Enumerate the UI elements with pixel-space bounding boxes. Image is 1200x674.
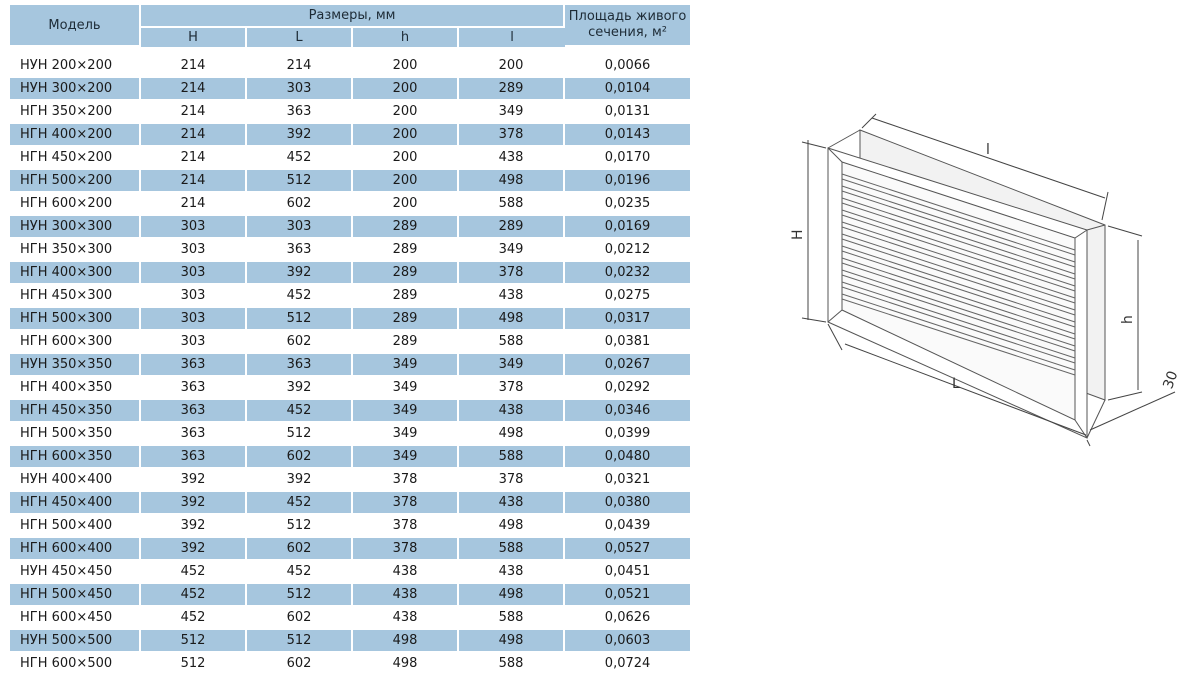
cell-h: 438	[353, 605, 459, 628]
cell-h: 289	[353, 283, 459, 306]
cell-model: НУН 200×200	[10, 47, 141, 76]
cell-area: 0,0131	[565, 99, 690, 122]
cell-H: 452	[141, 605, 247, 628]
table-row	[10, 99, 690, 122]
cell-h: 200	[353, 47, 459, 76]
table-row	[10, 191, 690, 214]
cell-l: 498	[459, 421, 565, 444]
cell-L: 452	[247, 559, 353, 582]
cell-area: 0,0235	[565, 191, 690, 214]
cell-model: НГН 600×400	[10, 536, 141, 559]
cell-h: 349	[353, 444, 459, 467]
cell-h: 289	[353, 214, 459, 237]
table-row	[10, 352, 690, 375]
cell-H: 303	[141, 237, 247, 260]
cell-l: 349	[459, 99, 565, 122]
table-row	[10, 145, 690, 168]
cell-model: НГН 450×350	[10, 398, 141, 421]
cell-area: 0,0626	[565, 605, 690, 628]
cell-L: 452	[247, 283, 353, 306]
table-row	[10, 651, 690, 674]
cell-model: НГН 450×200	[10, 145, 141, 168]
cell-area: 0,0724	[565, 651, 690, 674]
cell-model: НУН 300×200	[10, 76, 141, 99]
cell-l: 438	[459, 283, 565, 306]
cell-l: 438	[459, 559, 565, 582]
cell-model: НГН 500×350	[10, 421, 141, 444]
cell-L: 602	[247, 444, 353, 467]
cell-H: 392	[141, 467, 247, 490]
header-col-h: h	[353, 28, 459, 47]
cell-area: 0,0196	[565, 168, 690, 191]
cell-h: 378	[353, 467, 459, 490]
cell-H: 303	[141, 329, 247, 352]
cell-H: 303	[141, 260, 247, 283]
table-row	[10, 329, 690, 352]
table-row	[10, 444, 690, 467]
cell-L: 602	[247, 191, 353, 214]
cell-H: 363	[141, 398, 247, 421]
table-row	[10, 76, 690, 99]
table-row	[10, 168, 690, 191]
cell-H: 303	[141, 283, 247, 306]
cell-h: 349	[353, 421, 459, 444]
cell-area: 0,0480	[565, 444, 690, 467]
cell-area: 0,0170	[565, 145, 690, 168]
cell-model: НГН 600×500	[10, 651, 141, 674]
cell-l: 378	[459, 375, 565, 398]
cell-area: 0,0527	[565, 536, 690, 559]
dim-label-depth: 30	[1160, 368, 1182, 392]
cell-L: 512	[247, 513, 353, 536]
cell-L: 214	[247, 47, 353, 76]
cell-H: 392	[141, 490, 247, 513]
cell-area: 0,0275	[565, 283, 690, 306]
cell-H: 214	[141, 99, 247, 122]
cell-model: НГН 600×200	[10, 191, 141, 214]
cell-area: 0,0317	[565, 306, 690, 329]
cell-L: 452	[247, 398, 353, 421]
cell-L: 452	[247, 490, 353, 513]
cell-H: 214	[141, 145, 247, 168]
dim-label-l: l	[986, 142, 990, 158]
cell-h: 289	[353, 306, 459, 329]
cell-l: 588	[459, 329, 565, 352]
cell-L: 363	[247, 237, 353, 260]
table-row	[10, 237, 690, 260]
cell-l: 438	[459, 398, 565, 421]
cell-H: 363	[141, 352, 247, 375]
cell-l: 289	[459, 214, 565, 237]
table-header	[10, 5, 690, 47]
cell-model: НУН 300×300	[10, 214, 141, 237]
table-row	[10, 306, 690, 329]
cell-H: 303	[141, 214, 247, 237]
table-row	[10, 605, 690, 628]
cell-L: 602	[247, 651, 353, 674]
cell-L: 512	[247, 421, 353, 444]
cell-H: 214	[141, 76, 247, 99]
cell-h: 349	[353, 398, 459, 421]
cell-L: 512	[247, 582, 353, 605]
cell-h: 200	[353, 99, 459, 122]
cell-model: НГН 350×200	[10, 99, 141, 122]
cell-area: 0,0066	[565, 47, 690, 76]
header-model: Модель	[10, 5, 141, 47]
table-row	[10, 582, 690, 605]
cell-L: 303	[247, 214, 353, 237]
header-area-line1: Площадь живого	[568, 9, 687, 24]
cell-L: 512	[247, 168, 353, 191]
cell-l: 498	[459, 582, 565, 605]
table-row	[10, 47, 690, 76]
table-row	[10, 559, 690, 582]
cell-H: 363	[141, 375, 247, 398]
dim-label-H: H	[790, 229, 806, 240]
cell-L: 602	[247, 329, 353, 352]
cell-l: 588	[459, 605, 565, 628]
table-row	[10, 490, 690, 513]
cell-h: 289	[353, 260, 459, 283]
cell-area: 0,0232	[565, 260, 690, 283]
table-row	[10, 375, 690, 398]
cell-model: НГН 500×450	[10, 582, 141, 605]
cell-area: 0,0451	[565, 559, 690, 582]
cell-l: 498	[459, 168, 565, 191]
table-row	[10, 214, 690, 237]
cell-h: 438	[353, 582, 459, 605]
cell-l: 378	[459, 122, 565, 145]
cell-h: 349	[353, 352, 459, 375]
cell-L: 602	[247, 536, 353, 559]
cell-area: 0,0439	[565, 513, 690, 536]
table-row	[10, 260, 690, 283]
spec-table	[10, 5, 690, 674]
cell-L: 392	[247, 467, 353, 490]
cell-l: 349	[459, 237, 565, 260]
cell-h: 498	[353, 651, 459, 674]
header-col-L: L	[247, 28, 353, 47]
cell-H: 363	[141, 444, 247, 467]
cell-h: 200	[353, 168, 459, 191]
cell-H: 392	[141, 513, 247, 536]
table-row	[10, 398, 690, 421]
cell-model: НГН 400×200	[10, 122, 141, 145]
cell-area: 0,0380	[565, 490, 690, 513]
cell-H: 214	[141, 191, 247, 214]
cell-h: 438	[353, 559, 459, 582]
table-row	[10, 421, 690, 444]
cell-L: 303	[247, 76, 353, 99]
cell-L: 392	[247, 122, 353, 145]
cell-l: 438	[459, 490, 565, 513]
cell-model: НГН 500×300	[10, 306, 141, 329]
cell-model: НГН 600×350	[10, 444, 141, 467]
cell-l: 378	[459, 260, 565, 283]
cell-L: 512	[247, 306, 353, 329]
cell-l: 588	[459, 651, 565, 674]
cell-l: 498	[459, 306, 565, 329]
cell-L: 512	[247, 628, 353, 651]
cell-model: НГН 600×300	[10, 329, 141, 352]
cell-model: НГН 350×300	[10, 237, 141, 260]
cell-model: НГН 500×400	[10, 513, 141, 536]
cell-H: 452	[141, 559, 247, 582]
table-body	[10, 47, 690, 674]
cell-H: 452	[141, 582, 247, 605]
cell-area: 0,0603	[565, 628, 690, 651]
cell-L: 363	[247, 99, 353, 122]
cell-h: 378	[353, 536, 459, 559]
cell-H: 303	[141, 306, 247, 329]
table-row	[10, 536, 690, 559]
cell-H: 512	[141, 651, 247, 674]
cell-model: НУН 400×400	[10, 467, 141, 490]
cell-L: 602	[247, 605, 353, 628]
cell-L: 392	[247, 260, 353, 283]
cell-h: 200	[353, 191, 459, 214]
cell-l: 200	[459, 47, 565, 76]
cell-area: 0,0381	[565, 329, 690, 352]
cell-h: 378	[353, 513, 459, 536]
cell-l: 588	[459, 536, 565, 559]
header-col-H: H	[141, 28, 247, 47]
cell-h: 200	[353, 122, 459, 145]
header-area	[565, 5, 690, 47]
cell-area: 0,0399	[565, 421, 690, 444]
dim-label-L: L	[952, 376, 960, 392]
cell-area: 0,0292	[565, 375, 690, 398]
header-area-line2: сечения, м²	[588, 25, 667, 40]
cell-model: НУН 350×350	[10, 352, 141, 375]
cell-l: 438	[459, 145, 565, 168]
table-row	[10, 628, 690, 651]
table-row	[10, 122, 690, 145]
cell-L: 392	[247, 375, 353, 398]
cell-H: 392	[141, 536, 247, 559]
cell-h: 200	[353, 145, 459, 168]
cell-area: 0,0212	[565, 237, 690, 260]
cell-h: 289	[353, 237, 459, 260]
dim-label-h: h	[1120, 315, 1136, 324]
cell-area: 0,0267	[565, 352, 690, 375]
cell-area: 0,0143	[565, 122, 690, 145]
cell-model: НГН 450×400	[10, 490, 141, 513]
cell-H: 214	[141, 47, 247, 76]
cell-h: 378	[353, 490, 459, 513]
cell-model: НГН 400×300	[10, 260, 141, 283]
cell-h: 200	[353, 76, 459, 99]
cell-h: 289	[353, 329, 459, 352]
header-col-l: l	[459, 28, 565, 47]
header-sizes: Размеры, мм	[141, 5, 565, 28]
cell-area: 0,0521	[565, 582, 690, 605]
cell-h: 498	[353, 628, 459, 651]
cell-area: 0,0169	[565, 214, 690, 237]
cell-H: 512	[141, 628, 247, 651]
cell-H: 214	[141, 122, 247, 145]
cell-h: 349	[353, 375, 459, 398]
table-row	[10, 467, 690, 490]
cell-l: 498	[459, 513, 565, 536]
cell-model: НГН 500×200	[10, 168, 141, 191]
cell-model: НУН 450×450	[10, 559, 141, 582]
cell-model: НГН 400×350	[10, 375, 141, 398]
cell-model: НГН 600×450	[10, 605, 141, 628]
cell-area: 0,0104	[565, 76, 690, 99]
cell-area: 0,0321	[565, 467, 690, 490]
cell-l: 588	[459, 191, 565, 214]
cell-H: 214	[141, 168, 247, 191]
cell-l: 378	[459, 467, 565, 490]
cell-model: НУН 500×500	[10, 628, 141, 651]
cell-L: 452	[247, 145, 353, 168]
cell-l: 349	[459, 352, 565, 375]
table-row	[10, 513, 690, 536]
table-row	[10, 283, 690, 306]
cell-l: 289	[459, 76, 565, 99]
cell-L: 363	[247, 352, 353, 375]
cell-H: 363	[141, 421, 247, 444]
cell-l: 498	[459, 628, 565, 651]
cell-area: 0,0346	[565, 398, 690, 421]
cell-l: 588	[459, 444, 565, 467]
grille-diagram	[790, 110, 1190, 450]
cell-model: НГН 450×300	[10, 283, 141, 306]
